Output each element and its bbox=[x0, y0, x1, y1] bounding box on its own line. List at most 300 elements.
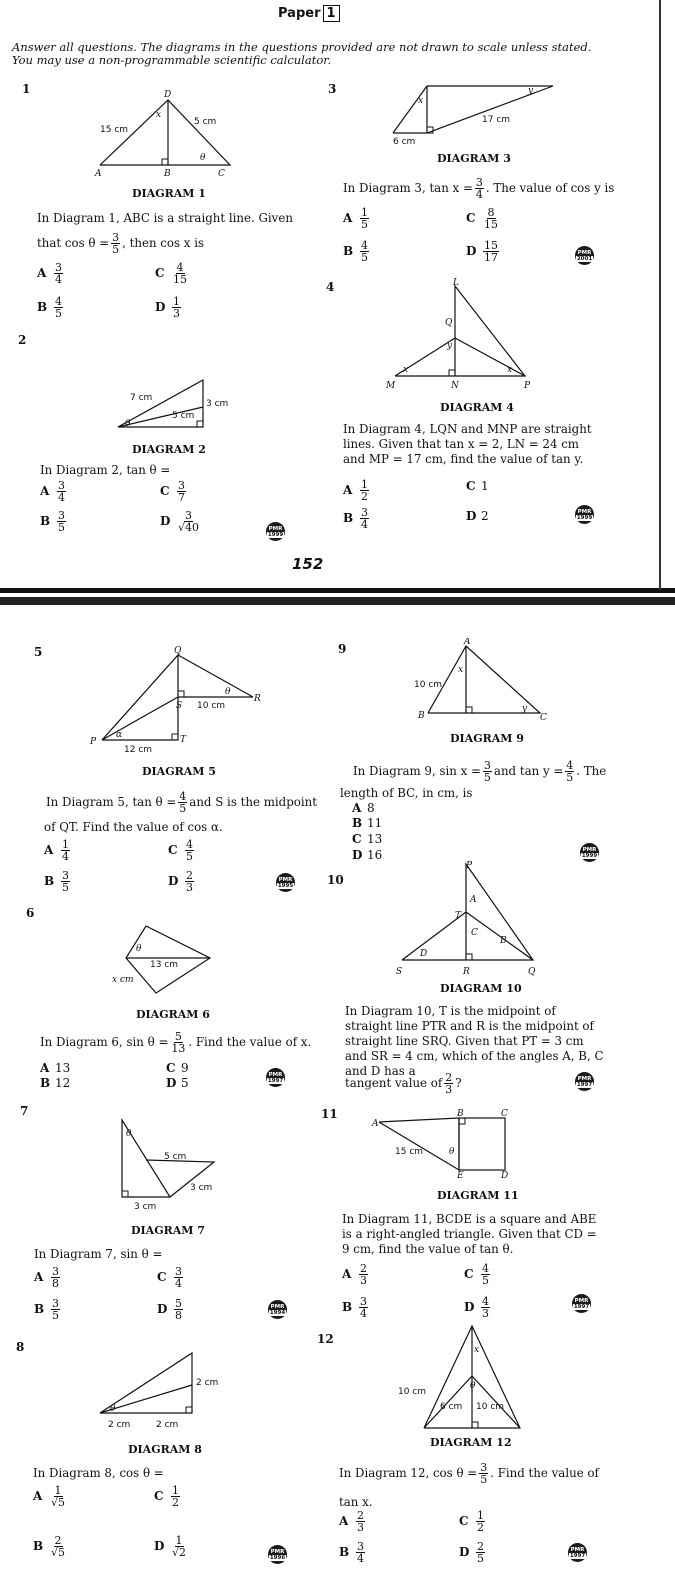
paper-number: 1 bbox=[323, 5, 340, 22]
q8-pmr-text: PMR bbox=[270, 1548, 285, 1555]
q7-option-a-key: A bbox=[34, 1270, 44, 1284]
q10-diagram-label: DIAGRAM 10 bbox=[440, 982, 522, 995]
q3-option-c-key: C bbox=[466, 211, 476, 225]
q11-option-b-frac bbox=[359, 1296, 368, 1319]
q6-option-d-key: D bbox=[166, 1076, 177, 1090]
q8-option-b-frac bbox=[50, 1535, 66, 1558]
q6-option-a-value: 13 bbox=[55, 1061, 71, 1075]
q3-option-a-frac bbox=[360, 207, 369, 230]
q4-option-d-key: D bbox=[466, 509, 477, 523]
q11-option-b-n: 3 bbox=[360, 1295, 367, 1308]
q11-option-b[interactable] bbox=[342, 1296, 370, 1319]
q11-label-E: E bbox=[457, 1171, 464, 1181]
q7-option-c-frac bbox=[174, 1266, 183, 1289]
q1-option-d[interactable] bbox=[155, 296, 183, 319]
q11-option-a[interactable] bbox=[342, 1263, 370, 1286]
q8-label-b: 2 cm bbox=[108, 1420, 131, 1430]
q3-stem-a: In Diagram 3, tan x = bbox=[343, 181, 473, 195]
q6-option-d-value: 5 bbox=[181, 1076, 189, 1090]
q5-option-a-n: 1 bbox=[62, 838, 69, 851]
q1-frac-d: 5 bbox=[112, 243, 120, 256]
q7-number: 7 bbox=[20, 1104, 29, 1118]
q1-label-D: D bbox=[164, 90, 172, 100]
q9-stem-a: In Diagram 9, sin x = bbox=[353, 764, 481, 778]
q2-option-b-d: 5 bbox=[58, 521, 65, 534]
q2-diagram-label: DIAGRAM 2 bbox=[132, 443, 206, 456]
q5-option-c-frac bbox=[185, 839, 194, 862]
q7-pmr-text: PMR bbox=[270, 1303, 285, 1310]
q4-pmr-badge bbox=[575, 505, 594, 524]
q3-option-c[interactable] bbox=[466, 207, 501, 230]
q2-pmr-text: PMR bbox=[268, 525, 283, 532]
q6-option-b-value: 12 bbox=[55, 1076, 71, 1090]
q1-option-d-frac bbox=[172, 296, 181, 319]
q12-option-c[interactable] bbox=[459, 1510, 487, 1533]
q3-diagram-label: DIAGRAM 3 bbox=[437, 152, 511, 165]
q10-label-S: S bbox=[396, 967, 403, 977]
q4-option-c[interactable] bbox=[466, 479, 489, 493]
q2-pmr-year: 1999 bbox=[267, 531, 284, 538]
q7-pmr-badge bbox=[268, 1300, 287, 1319]
q10-frac-d: 3 bbox=[445, 1083, 453, 1096]
q12-option-b-key: B bbox=[339, 1545, 350, 1559]
q11-option-c-n: 4 bbox=[482, 1262, 489, 1275]
q9-frac-a-n: 3 bbox=[483, 759, 491, 772]
q1-option-c-n: 4 bbox=[176, 261, 184, 274]
q5-option-a-frac bbox=[61, 839, 70, 862]
page-edge bbox=[659, 0, 661, 590]
q1-option-b[interactable] bbox=[37, 296, 65, 319]
q8-option-c-n: 1 bbox=[172, 1484, 179, 1497]
q5-label-c: 12 cm bbox=[124, 745, 153, 755]
q12-option-b-d: 4 bbox=[357, 1552, 364, 1565]
q12-option-a[interactable] bbox=[339, 1510, 367, 1533]
q5-label-T: T bbox=[180, 735, 187, 745]
q5-option-c[interactable] bbox=[168, 839, 196, 862]
q11-option-a-n: 2 bbox=[360, 1262, 367, 1275]
q5-label-theta: θ bbox=[225, 687, 231, 697]
q8-option-a-frac bbox=[50, 1485, 66, 1508]
q7-option-a[interactable] bbox=[34, 1266, 62, 1289]
q1-option-a-n: 3 bbox=[55, 261, 62, 274]
q3-option-b[interactable] bbox=[343, 240, 371, 263]
q10-frac-n: 2 bbox=[445, 1071, 453, 1084]
q3-frac-n: 3 bbox=[475, 176, 483, 189]
q2-label-t: θ bbox=[125, 419, 131, 429]
q3-option-d-n: 15 bbox=[484, 239, 498, 252]
q7-diagram bbox=[112, 1112, 232, 1212]
q5-diagram-label: DIAGRAM 5 bbox=[142, 765, 216, 778]
q12-option-d-key: D bbox=[459, 1545, 470, 1559]
q12-label-b: 6 cm bbox=[440, 1402, 463, 1412]
q4-diagram-label: DIAGRAM 4 bbox=[440, 401, 514, 414]
q1-option-b-key: B bbox=[37, 300, 48, 314]
q1-stem-b: , then cos x is bbox=[122, 236, 205, 250]
q7-option-a-frac bbox=[51, 1266, 60, 1289]
q10-stem: In Diagram 10, T is the midpoint of straight line PTR and R is the midpoint of straight line SRQ. Given that PT = 3 cm and SR = 4 cm, which of the angles A, B, C and D has a bbox=[345, 1004, 604, 1078]
q11-option-a-key: A bbox=[342, 1267, 352, 1281]
q12-stem-line2: tan x. bbox=[339, 1495, 373, 1509]
q12-option-d-d: 5 bbox=[477, 1552, 484, 1565]
q5-pmr-year: 1995 bbox=[277, 882, 294, 889]
q5-option-b[interactable] bbox=[44, 870, 72, 893]
q3-option-b-frac bbox=[360, 240, 369, 263]
q1-option-a[interactable] bbox=[37, 262, 65, 285]
q1-option-d-d: 3 bbox=[173, 307, 180, 320]
q4-label-y: y bbox=[447, 341, 453, 351]
q7-option-b-n: 3 bbox=[52, 1297, 59, 1310]
q8-option-d-d: √2 bbox=[172, 1546, 187, 1559]
q1-option-c-key: C bbox=[155, 266, 165, 280]
q12-label-theta: θ bbox=[470, 1381, 476, 1391]
q10-pmr-year: 1997 bbox=[576, 1081, 593, 1088]
q8-stem: In Diagram 8, cos θ = bbox=[33, 1466, 164, 1480]
q2-option-c[interactable] bbox=[160, 480, 188, 503]
q3-frac-d: 4 bbox=[475, 188, 483, 201]
q11-label-A: A bbox=[372, 1119, 379, 1129]
q8-option-c-frac bbox=[171, 1485, 180, 1508]
q5-label-P: P bbox=[90, 737, 97, 747]
q12-option-a-n: 2 bbox=[357, 1509, 364, 1522]
q2-option-b-key: B bbox=[40, 514, 51, 528]
q12-option-c-frac bbox=[476, 1510, 485, 1533]
q6-option-d[interactable] bbox=[166, 1076, 189, 1090]
q4-label-M: M bbox=[386, 381, 396, 391]
q2-option-d-n: 3 bbox=[185, 509, 192, 522]
page-divider-bottom bbox=[0, 597, 675, 605]
q2-option-b[interactable] bbox=[40, 510, 68, 533]
q3-label-b: 6 cm bbox=[393, 137, 416, 147]
q12-diagram bbox=[392, 1318, 542, 1433]
q9-label-C: C bbox=[540, 713, 547, 723]
q12-frac-n: 3 bbox=[480, 1461, 488, 1474]
q4-option-a-d: 2 bbox=[361, 490, 368, 503]
q12-stem-b: . Find the value of bbox=[490, 1466, 599, 1480]
q4-option-b-frac bbox=[360, 507, 369, 530]
q1-diagram-label: DIAGRAM 1 bbox=[132, 187, 206, 200]
q4-label-Q: Q bbox=[445, 318, 453, 328]
page-number: 152 bbox=[292, 555, 324, 573]
q8-option-a-n: 1 bbox=[54, 1484, 62, 1497]
q12-stem-a: In Diagram 12, cos θ = bbox=[339, 1466, 478, 1480]
q5-option-a[interactable] bbox=[44, 839, 72, 862]
q11-label-B: B bbox=[457, 1109, 464, 1119]
q5-pmr-badge bbox=[276, 873, 295, 892]
q3-option-a[interactable] bbox=[343, 207, 371, 230]
q4-option-a[interactable] bbox=[343, 479, 371, 502]
page-divider-top bbox=[0, 588, 675, 593]
q6-option-b[interactable] bbox=[40, 1076, 70, 1090]
q5-number: 5 bbox=[34, 645, 43, 659]
q12-option-b[interactable] bbox=[339, 1541, 367, 1564]
q8-diagram bbox=[88, 1345, 238, 1435]
q6-pmr-text: PMR bbox=[268, 1071, 283, 1078]
q10-frac bbox=[444, 1072, 453, 1095]
q9-number: 9 bbox=[338, 642, 347, 656]
q1-option-a-key: A bbox=[37, 266, 47, 280]
q7-option-d[interactable] bbox=[157, 1298, 185, 1321]
q9-option-b[interactable] bbox=[352, 816, 382, 831]
q9-pmr-text: PMR bbox=[582, 846, 597, 853]
q5-stem-line1 bbox=[46, 791, 317, 814]
q4-option-b[interactable] bbox=[343, 507, 371, 530]
q11-pmr-badge bbox=[572, 1294, 591, 1313]
q4-label-P: P bbox=[524, 381, 531, 391]
q7-option-b[interactable] bbox=[34, 1298, 62, 1321]
q3-option-c-d: 15 bbox=[484, 218, 498, 231]
q6-diagram-label: DIAGRAM 6 bbox=[136, 1008, 210, 1021]
q12-label-x: x bbox=[474, 1345, 480, 1355]
q8-option-b-d: √5 bbox=[51, 1546, 66, 1559]
q2-option-c-n: 3 bbox=[178, 479, 185, 492]
q5-option-c-key: C bbox=[168, 843, 178, 857]
q4-label-N: N bbox=[451, 381, 459, 391]
q11-label-theta: θ bbox=[449, 1147, 455, 1157]
q6-label-x: x cm bbox=[112, 975, 134, 985]
q6-stem bbox=[40, 1031, 311, 1054]
q11-label-C: C bbox=[501, 1109, 508, 1119]
q11-option-b-key: B bbox=[342, 1300, 353, 1314]
q2-label-c: 5 cm bbox=[172, 411, 195, 421]
q9-label-x: x bbox=[458, 665, 464, 675]
q5-frac-d: 5 bbox=[179, 802, 187, 815]
q12-frac bbox=[479, 1462, 488, 1485]
q11-option-c-d: 5 bbox=[482, 1274, 489, 1287]
q4-option-d[interactable] bbox=[466, 509, 489, 523]
q1-option-b-d: 5 bbox=[55, 307, 62, 320]
q1-option-c[interactable] bbox=[155, 262, 190, 285]
q8-option-c[interactable] bbox=[154, 1485, 182, 1508]
q6-option-c[interactable] bbox=[166, 1061, 189, 1075]
q5-pmr-text: PMR bbox=[278, 876, 293, 883]
q8-option-b[interactable] bbox=[33, 1535, 68, 1558]
q7-label-b: 3 cm bbox=[190, 1183, 213, 1193]
q11-option-c-key: C bbox=[464, 1267, 474, 1281]
q5-option-d-frac bbox=[185, 870, 194, 893]
q9-stem-line1 bbox=[353, 760, 606, 783]
q7-label-a: 5 cm bbox=[164, 1152, 187, 1162]
q2-option-b-frac bbox=[57, 510, 66, 533]
q7-option-a-d: 8 bbox=[52, 1277, 59, 1290]
q2-option-a-d: 4 bbox=[58, 491, 65, 504]
q12-option-a-frac bbox=[356, 1510, 365, 1533]
q2-option-d-key: D bbox=[160, 514, 171, 528]
q10-diagram bbox=[390, 858, 550, 980]
q7-option-c-d: 4 bbox=[175, 1277, 182, 1290]
q9-option-a-key: A bbox=[352, 801, 362, 815]
q3-pmr-year: 2001 bbox=[576, 255, 593, 262]
q9-option-a-value: 8 bbox=[367, 801, 375, 815]
q2-option-c-frac bbox=[177, 480, 186, 503]
q5-stem-b: and S is the midpoint bbox=[189, 795, 317, 809]
q1-label-a: 15 cm bbox=[100, 125, 129, 135]
q3-pmr-text: PMR bbox=[577, 249, 592, 256]
q10-label-D: D bbox=[420, 949, 428, 959]
q5-diagram bbox=[88, 645, 268, 755]
q4-stem: In Diagram 4, LQN and MNP are straight lines. Given that tan x = 2, LN = 24 cm and MP = 17 cm, find the value of tan y. bbox=[343, 422, 592, 466]
paper-title-text: Paper bbox=[278, 6, 321, 21]
q8-option-b-n: 2 bbox=[54, 1534, 62, 1547]
q3-option-b-key: B bbox=[343, 244, 354, 258]
q9-option-b-key: B bbox=[352, 816, 363, 830]
q6-label-theta: θ bbox=[136, 944, 142, 954]
q8-label-c: 2 cm bbox=[156, 1420, 179, 1430]
q2-option-d[interactable] bbox=[160, 510, 202, 533]
q5-option-d-d: 3 bbox=[186, 881, 193, 894]
q9-label-B: B bbox=[418, 711, 425, 721]
q1-label-b: 5 cm bbox=[194, 117, 217, 127]
q2-option-a-key: A bbox=[40, 484, 50, 498]
q10-stem-line2 bbox=[345, 1072, 462, 1095]
q12-option-a-key: A bbox=[339, 1514, 349, 1528]
q5-label-Q: Q bbox=[174, 646, 182, 656]
q3-option-d-frac bbox=[483, 240, 499, 263]
q9-option-c[interactable] bbox=[352, 832, 382, 847]
q7-option-d-key: D bbox=[157, 1302, 168, 1316]
q1-frac-n: 3 bbox=[112, 231, 120, 244]
q12-option-d[interactable] bbox=[459, 1541, 487, 1564]
q10-pmr-text: PMR bbox=[577, 1075, 592, 1082]
q6-option-a[interactable] bbox=[40, 1061, 70, 1075]
q11-option-d-n: 4 bbox=[482, 1295, 489, 1308]
q7-label-c: 3 cm bbox=[134, 1202, 157, 1212]
q9-diagram-label: DIAGRAM 9 bbox=[450, 732, 524, 745]
q3-pmr-badge bbox=[575, 246, 594, 265]
q11-option-d-key: D bbox=[464, 1300, 475, 1314]
q9-frac-b bbox=[565, 760, 574, 783]
q11-option-d[interactable] bbox=[464, 1296, 492, 1319]
q3-label-a: 17 cm bbox=[482, 115, 511, 125]
q12-option-c-key: C bbox=[459, 1514, 469, 1528]
q4-option-b-key: B bbox=[343, 511, 354, 525]
q3-option-d-d: 17 bbox=[484, 251, 498, 264]
q4-label-L: L bbox=[453, 278, 459, 288]
q4-option-b-d: 4 bbox=[361, 518, 368, 531]
q5-option-d-n: 2 bbox=[186, 869, 193, 882]
q8-option-a-d: √5 bbox=[51, 1496, 66, 1509]
q11-stem: In Diagram 11, BCDE is a square and ABE is a right-angled triangle. Given that CD = 9 cm, find the value of tan θ. bbox=[342, 1212, 597, 1256]
q1-label-B: B bbox=[164, 169, 171, 179]
q10-number: 10 bbox=[327, 873, 344, 887]
q11-option-b-d: 4 bbox=[360, 1307, 367, 1320]
q11-diagram bbox=[365, 1106, 525, 1184]
q8-pmr-year: 1996 bbox=[269, 1554, 286, 1561]
q9-option-a[interactable] bbox=[352, 801, 375, 816]
q11-diagram-label: DIAGRAM 11 bbox=[437, 1189, 519, 1202]
q12-option-c-n: 1 bbox=[477, 1509, 484, 1522]
q7-label-theta: θ bbox=[126, 1129, 132, 1139]
q6-option-c-value: 9 bbox=[181, 1061, 189, 1075]
q11-number: 11 bbox=[321, 1107, 338, 1121]
q12-diagram-label: DIAGRAM 12 bbox=[430, 1436, 512, 1449]
q10-label-T: T bbox=[455, 911, 462, 921]
q4-number: 4 bbox=[326, 280, 335, 294]
q1-label-x: x bbox=[156, 110, 162, 120]
q12-option-c-d: 2 bbox=[477, 1521, 484, 1534]
q11-label-a: 15 cm bbox=[395, 1147, 424, 1157]
q8-option-c-d: 2 bbox=[172, 1496, 179, 1509]
q1-option-c-frac bbox=[172, 262, 188, 285]
q12-option-a-d: 3 bbox=[357, 1521, 364, 1534]
q9-option-d[interactable] bbox=[352, 848, 382, 863]
q2-option-a[interactable] bbox=[40, 480, 68, 503]
q10-label-R: R bbox=[463, 967, 470, 977]
q4-option-b-n: 3 bbox=[361, 506, 368, 519]
q5-option-a-key: A bbox=[44, 843, 54, 857]
q5-frac bbox=[178, 791, 187, 814]
q9-option-d-value: 16 bbox=[367, 848, 383, 862]
q7-option-c-n: 3 bbox=[175, 1265, 182, 1278]
q9-option-c-value: 13 bbox=[367, 832, 383, 846]
q5-stem-line2: of QT. Find the value of cos α. bbox=[44, 820, 223, 834]
q2-label-b: 3 cm bbox=[206, 399, 229, 409]
q7-option-c[interactable] bbox=[157, 1266, 185, 1289]
q2-stem: In Diagram 2, tan θ = bbox=[40, 463, 171, 477]
q9-label-y: y bbox=[522, 704, 528, 714]
q12-stem-line1 bbox=[339, 1462, 599, 1485]
q4-pmr-text: PMR bbox=[577, 508, 592, 515]
q2-option-c-d: 7 bbox=[178, 491, 185, 504]
q4-option-d-value: 2 bbox=[481, 509, 489, 523]
q3-label-y: y bbox=[528, 86, 534, 96]
q1-option-d-key: D bbox=[155, 300, 166, 314]
q10-stem-b: ? bbox=[455, 1076, 462, 1090]
q12-frac-d: 5 bbox=[480, 1473, 488, 1486]
q12-option-d-frac bbox=[476, 1541, 485, 1564]
q1-option-a-d: 4 bbox=[55, 273, 62, 286]
q5-option-d[interactable] bbox=[168, 870, 196, 893]
q8-option-d[interactable] bbox=[154, 1535, 189, 1558]
q3-stem bbox=[343, 177, 614, 200]
q8-option-d-frac bbox=[171, 1535, 187, 1558]
q3-option-d[interactable] bbox=[466, 240, 501, 263]
q7-option-b-frac bbox=[51, 1298, 60, 1321]
q1-number: 1 bbox=[22, 82, 31, 96]
q5-label-alpha: α bbox=[116, 730, 123, 740]
q7-option-b-d: 5 bbox=[52, 1309, 59, 1322]
q3-option-d-key: D bbox=[466, 244, 477, 258]
q6-label-a: 13 cm bbox=[150, 960, 179, 970]
q2-option-a-frac bbox=[57, 480, 66, 503]
q6-stem-a: In Diagram 6, sin θ = bbox=[40, 1035, 169, 1049]
q4-option-a-n: 1 bbox=[361, 478, 368, 491]
q4-option-c-value: 1 bbox=[481, 479, 489, 493]
q6-stem-b: . Find the value of x. bbox=[188, 1035, 312, 1049]
q7-option-b-key: B bbox=[34, 1302, 45, 1316]
q6-option-a-key: A bbox=[40, 1061, 50, 1075]
q12-option-b-frac bbox=[356, 1541, 365, 1564]
q12-number: 12 bbox=[317, 1332, 334, 1346]
q2-option-a-n: 3 bbox=[58, 479, 65, 492]
q1-label-A: A bbox=[95, 169, 102, 179]
q6-pmr-year: 1997 bbox=[267, 1077, 284, 1084]
q11-option-d-frac bbox=[481, 1296, 490, 1319]
q5-option-a-d: 4 bbox=[62, 850, 69, 863]
q3-number: 3 bbox=[328, 82, 337, 96]
q6-frac bbox=[170, 1031, 186, 1054]
q4-option-c-key: C bbox=[466, 479, 476, 493]
q9-diagram bbox=[410, 638, 560, 728]
q10-stem-a: tangent value of bbox=[345, 1076, 443, 1090]
q3-frac bbox=[475, 177, 484, 200]
q3-option-c-frac bbox=[483, 207, 499, 230]
q8-option-a[interactable] bbox=[33, 1485, 68, 1508]
q11-option-c[interactable] bbox=[464, 1263, 492, 1286]
q1-diagram bbox=[90, 85, 240, 180]
q9-label-a: 10 cm bbox=[414, 680, 443, 690]
q10-label-A: A bbox=[470, 895, 477, 905]
q3-label-x: x bbox=[418, 96, 424, 106]
